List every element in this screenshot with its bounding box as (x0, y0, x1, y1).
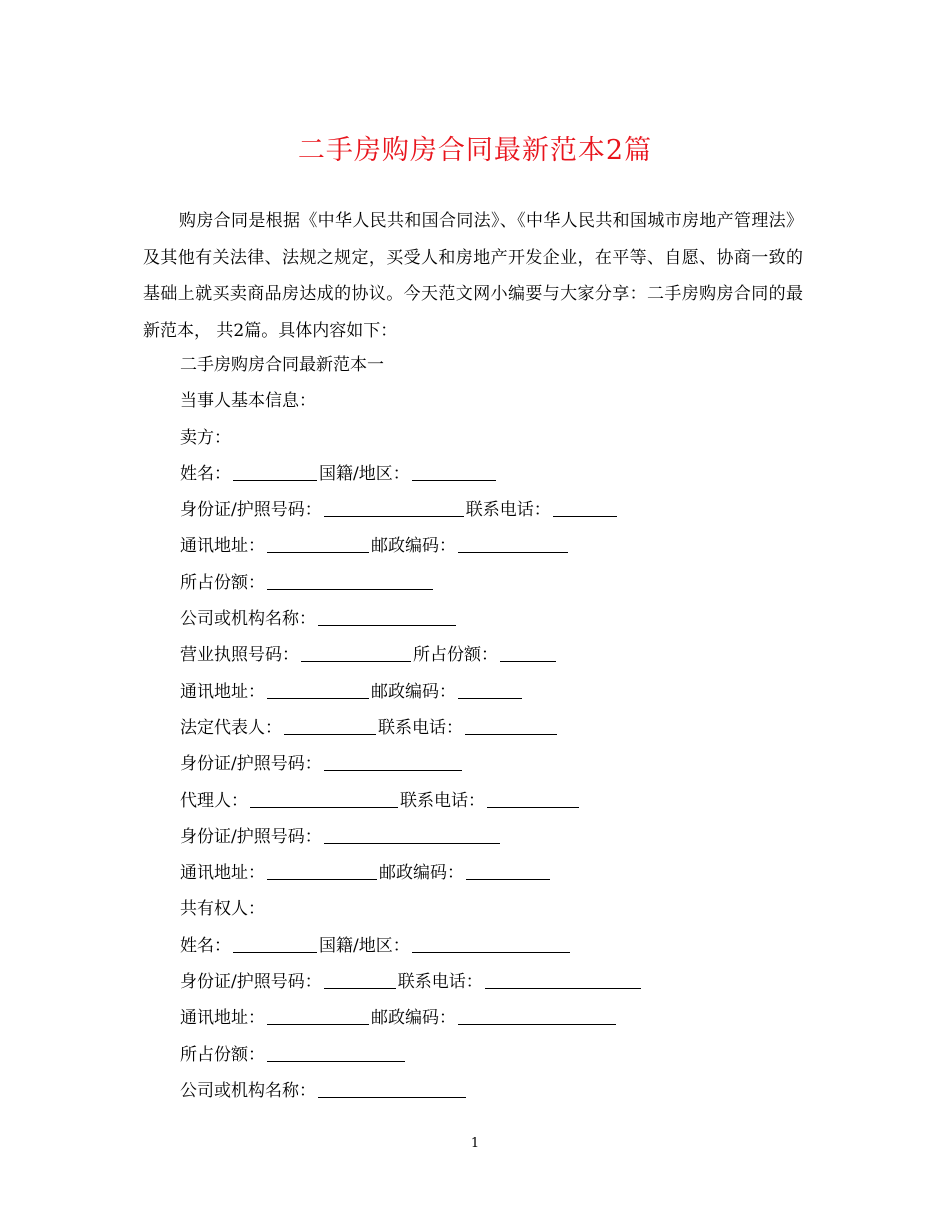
fill-in-blank (318, 624, 456, 626)
contract-line (180, 637, 820, 673)
field-label: 卖方： (180, 427, 231, 448)
fill-in-blank (412, 951, 570, 953)
field-label: 身份证/护照号码： (180, 500, 322, 521)
contract-line (180, 1037, 820, 1073)
contract-line (180, 746, 820, 782)
field-label: 国籍/地区： (319, 935, 410, 956)
contract-line (180, 347, 820, 383)
fill-in-blank (267, 1060, 405, 1062)
fill-in-blank (458, 697, 522, 699)
contract-fields (180, 347, 820, 1109)
fill-in-blank (267, 588, 433, 590)
field-label: 代理人： (180, 790, 248, 811)
contract-line (180, 783, 820, 819)
field-label: 法定代表人： (180, 717, 282, 738)
fill-in-blank (412, 479, 496, 481)
fill-in-blank (466, 878, 550, 880)
field-label: 身份证/护照号码： (180, 754, 322, 775)
field-label: 联系电话： (397, 972, 483, 993)
fill-in-blank (250, 806, 398, 808)
field-label: 所占份额： (180, 572, 265, 593)
fill-in-blank (267, 697, 369, 699)
field-label: 所占份额： (180, 1044, 265, 1065)
field-label: 共有权人： (180, 899, 265, 920)
contract-line (180, 565, 820, 601)
fill-in-blank (500, 660, 556, 662)
fill-in-blank (233, 951, 317, 953)
fill-in-blank (233, 479, 317, 481)
fill-in-blank (267, 878, 377, 880)
contract-line (180, 928, 820, 964)
field-label: 二手房购房合同最新范本一 (180, 355, 384, 375)
field-label: 公司或机构名称： (180, 609, 316, 630)
contract-line (180, 528, 820, 564)
fill-in-blank (465, 733, 557, 735)
field-label: 通讯地址： (180, 1008, 265, 1029)
field-label: 公司或机构名称： (180, 1080, 316, 1101)
field-label: 姓名： (180, 463, 231, 484)
intro-paragraph: 购房合同是根据《中华人民共和国合同法》、《中华人民共和国城市房地产管理法》及其他有关法律、法规之规定，买受人和房地产开发企业，在平等、自愿、协商一致的基础上就买卖商品房达成的协议。今天范文网小编要与大家分享：二手房购房合同的最新范本， 共2篇。具体内容如下： (143, 211, 803, 341)
contract-line (180, 674, 820, 710)
fill-in-blank (553, 515, 617, 517)
fill-in-blank (485, 987, 641, 989)
contract-line (180, 891, 820, 927)
contract-line (180, 383, 820, 419)
fill-in-blank (324, 842, 500, 844)
fill-in-blank (301, 660, 411, 662)
contract-line (180, 492, 820, 528)
contract-line (180, 601, 820, 637)
fill-in-blank (324, 769, 462, 771)
field-label: 姓名： (180, 935, 231, 956)
document-title: 二手房购房合同最新范本2篇 (297, 135, 653, 166)
field-label: 通讯地址： (180, 681, 265, 702)
field-label: 联系电话： (465, 500, 551, 521)
fill-in-blank (487, 806, 579, 808)
field-label: 邮政编码： (371, 536, 456, 557)
contract-line (180, 420, 820, 456)
field-label: 联系电话： (400, 790, 485, 811)
field-label: 联系电话： (378, 717, 463, 738)
fill-in-blank (458, 551, 568, 553)
contract-line (180, 456, 820, 492)
field-label: 邮政编码： (371, 681, 456, 702)
contract-line (180, 1000, 820, 1036)
field-label: 身份证/护照号码： (180, 826, 322, 847)
contract-line (180, 964, 820, 1000)
field-label: 国籍/地区： (319, 463, 410, 484)
field-label: 通讯地址： (180, 536, 265, 557)
fill-in-blank (318, 1096, 466, 1098)
contract-line (180, 855, 820, 891)
fill-in-blank (284, 733, 376, 735)
field-label: 通讯地址： (180, 863, 265, 884)
fill-in-blank (267, 551, 369, 553)
fill-in-blank (324, 515, 464, 517)
field-label: 当事人基本信息： (180, 391, 316, 412)
field-label: 所占份额： (413, 645, 498, 666)
fill-in-blank (324, 987, 396, 989)
contract-line (180, 1073, 820, 1109)
field-label: 邮政编码： (379, 863, 464, 884)
field-label: 邮政编码： (371, 1008, 456, 1029)
fill-in-blank (458, 1023, 616, 1025)
fill-in-blank (267, 1023, 369, 1025)
page-number: 1 (470, 1136, 480, 1151)
field-label: 身份证/护照号码： (180, 972, 322, 993)
contract-line (180, 710, 820, 746)
field-label: 营业执照号码： (180, 645, 299, 666)
contract-line (180, 819, 820, 855)
